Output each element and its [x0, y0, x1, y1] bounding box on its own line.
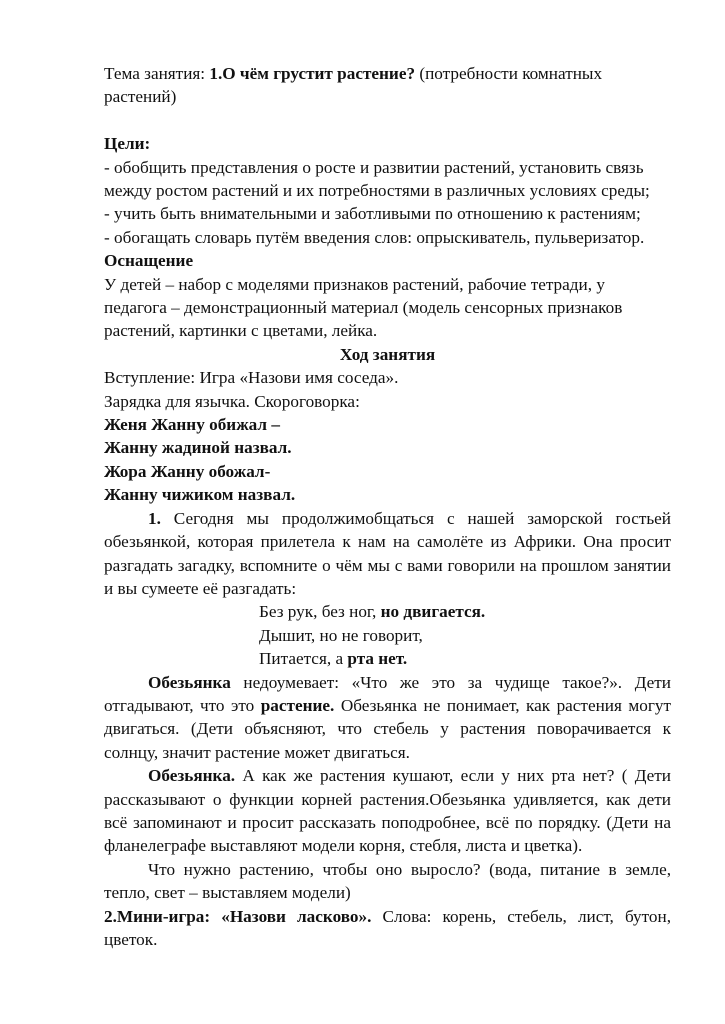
riddle-line-3: Питается, а рта нет.	[259, 649, 408, 669]
mini-game-paragraph	[104, 905, 671, 952]
goals-heading: Цели:	[104, 134, 151, 154]
tongue-twister-line-4: Жанну чижиком назвал.	[104, 485, 296, 505]
document-page	[104, 62, 671, 951]
spacer	[104, 109, 671, 132]
needs-paragraph: Что нужно растению, чтобы оно выросло? (вода, питание в земле, тепло, свет – выставляем модели)	[104, 859, 671, 903]
mini-game-title: 2.Мини-игра: «Назови ласково».	[104, 906, 372, 926]
goal-item-2: - учить быть внимательными и заботливыми по отношению к растениям;	[104, 204, 641, 224]
tongue-twister-line-2: Жанну жадиной назвал.	[104, 438, 292, 458]
lesson-heading: Ход занятия	[339, 344, 436, 364]
riddle-line-1: Без рук, без ног, но двигается.	[259, 602, 486, 622]
goal-item-1: - обобщить представления о росте и развитии растений, установить связь между ростом растений и их потребностями в различных условиях среды;	[104, 157, 650, 201]
topic-title: 1.О чём грустит растение?	[209, 64, 416, 83]
step-1-number: 1.	[148, 508, 161, 528]
topic-line	[104, 62, 671, 109]
mini-game-text: Слова: корень, стебель, лист, бутон, цветок.	[104, 906, 672, 950]
equipment-heading: Оснащение	[104, 251, 194, 271]
lesson-warmup: Зарядка для язычка. Скороговорка:	[104, 391, 360, 411]
topic-label: Тема занятия:	[104, 64, 210, 83]
goal-item-3: - обогащать словарь путём введения слов: опрыскиватель, пульверизатор.	[104, 227, 645, 247]
topic-subtitle: (потребности комнатных растений)	[104, 64, 603, 107]
monkey-paragraph-2: Обезьянка. А как же растения кушают, если у них рта нет? ( Дети рассказывают о функции корней растения.Обезьянка удивляется, как дети всё запоминают и просит рассказать поподробнее, всё по порядку. (Дети на фланелеграфе выставляют модели корня, стебля, листа и цветка).	[104, 766, 671, 856]
tongue-twister-line-1: Женя Жанну обижал –	[104, 415, 280, 435]
step-1-text: Сегодня мы продолжимобщаться с нашей заморской гостьей обезьянкой, которая прилетела к нам на самолёте из Африки. Она просит разгадать загадку, вспомните о чём мы с вами говорили на прошлом занятии и вы сумеете её разгадать:	[104, 508, 671, 598]
tongue-twister-line-3: Жора Жанну обожал-	[104, 461, 271, 481]
lesson-intro: Вступление: Игра «Назови имя соседа».	[104, 368, 399, 388]
equipment-text: У детей – набор с моделями признаков растений, рабочие тетради, у педагога – демонстрационный материал (модель сенсорных признаков растений, картинки с цветами, лейка.	[104, 274, 623, 341]
monkey-paragraph-1: Обезьянка недоумевает: «Что же это за чудище такое?». Дети отгадывают, что это растение. Обезьянка не понимает, как растения могут двигаться. (Дети объясняют, что стебель у растения поворачивается к солнцу, значит растение может двигаться.	[104, 672, 671, 762]
riddle-line-2: Дышит, но не говорит,	[259, 625, 423, 645]
step-1-paragraph	[104, 507, 671, 601]
